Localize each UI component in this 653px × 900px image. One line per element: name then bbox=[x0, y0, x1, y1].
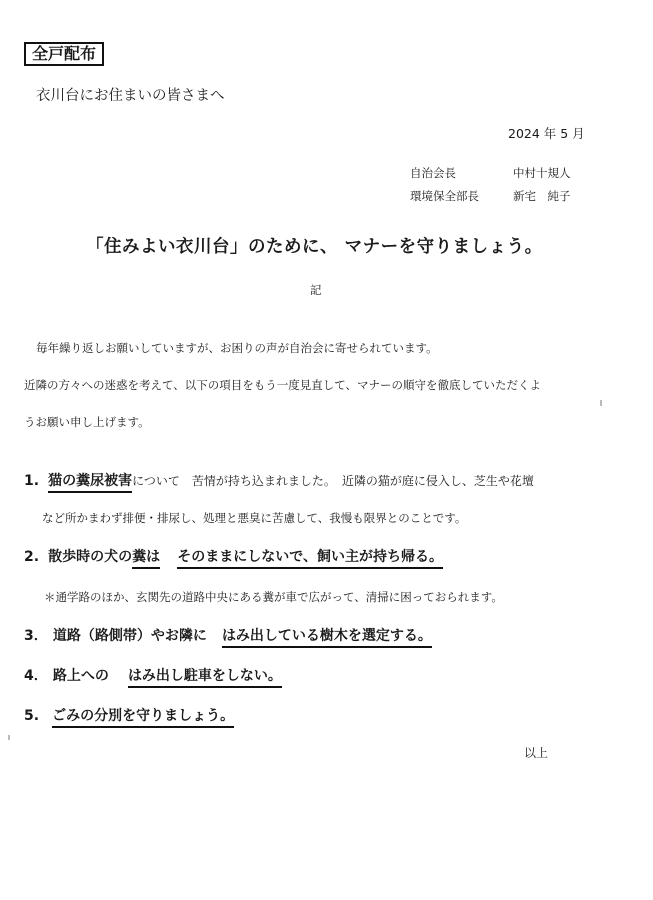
notice-title: 「住みよい衣川台」のために、 マナーを守りましょう。 bbox=[86, 237, 543, 257]
item-3 bbox=[24, 625, 432, 645]
item-2-lead: 散歩時の犬の bbox=[48, 549, 133, 565]
item-3-lead: 道路（路側帯）やお隣に bbox=[52, 628, 207, 644]
item-5 bbox=[24, 705, 234, 725]
scan-artifact bbox=[8, 735, 10, 740]
item-4-number: 4． bbox=[24, 668, 48, 684]
item-2 bbox=[24, 546, 443, 566]
item-4-lead: 路上への bbox=[52, 668, 109, 684]
distribution-badge: 全戸配布 bbox=[24, 42, 104, 66]
closing-mark: 以上 bbox=[524, 746, 549, 760]
item-1-text: について 苦情が持ち込まれました。 近隣の猫が庭に侵入し、芝生や花壇 bbox=[132, 474, 534, 488]
item-1 bbox=[24, 470, 534, 490]
item-5-action: ごみの分別を守りましょう。 bbox=[52, 708, 234, 728]
item-1-key: 猫の糞尿被害 bbox=[48, 473, 132, 493]
intro-line-3: うお願い申し上げます。 bbox=[24, 415, 150, 429]
item-1-line-2: など所かまわず排便・排尿し、処理と悪臭に苦慮して、我慢も限界とのことです。 bbox=[42, 511, 467, 525]
intro-line-1: 毎年繰り返しお願いしていますが、お困りの声が自治会に寄せられています。 bbox=[36, 341, 438, 355]
item-2-note: ＊通学路のほか、玄関先の道路中央にある糞が車で広がって、清掃に困っておられます。 bbox=[44, 590, 503, 604]
item-4 bbox=[24, 665, 282, 685]
issue-date: 2024 年 5 月 bbox=[508, 126, 585, 141]
signatory-name-environment: 新宅 純子 bbox=[513, 189, 571, 203]
scan-artifact bbox=[600, 400, 602, 406]
item-4-action: はみ出し駐車をしない。 bbox=[128, 668, 282, 688]
ki-marker: 記 bbox=[310, 283, 322, 297]
signatory-role-chair: 自治会長 bbox=[410, 166, 456, 180]
item-2-number: 2. bbox=[24, 549, 40, 565]
intro-line-2: 近隣の方々への迷惑を考えて、以下の項目をもう一度見直して、マナーの順守を徹底していただくよ bbox=[24, 378, 542, 392]
signatory-name-chair: 中村十規人 bbox=[513, 166, 571, 180]
item-3-number: 3． bbox=[24, 628, 48, 644]
item-1-number: 1. bbox=[24, 473, 40, 489]
item-2-action: そのままにしないで、飼い主が持ち帰る。 bbox=[177, 549, 443, 569]
item-5-number: 5. bbox=[24, 708, 40, 724]
item-2-key: 糞は bbox=[132, 549, 160, 569]
addressee: 衣川台にお住まいの皆さまへ bbox=[36, 88, 225, 104]
item-3-action: はみ出している樹木を選定する。 bbox=[222, 628, 432, 648]
signatory-role-environment: 環境保全部長 bbox=[410, 189, 479, 203]
